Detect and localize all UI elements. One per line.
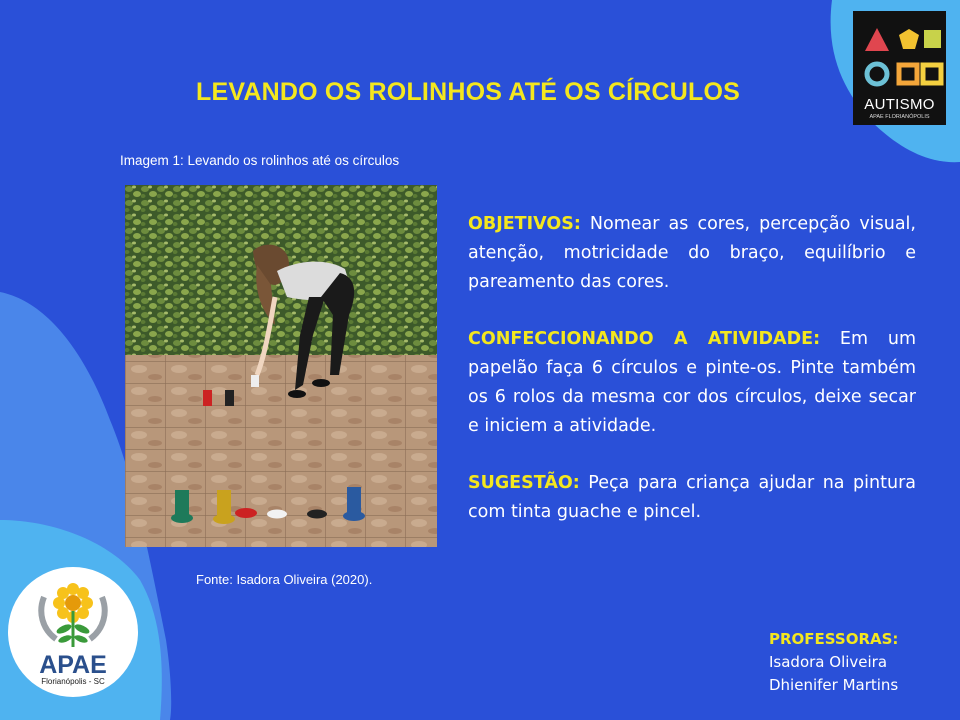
teachers-block — [769, 628, 898, 697]
apae-logo-sub: Florianópolis - SC — [41, 677, 105, 686]
autism-logo-word: AUTISMO — [864, 96, 935, 113]
apae-logo-word: APAE — [39, 651, 107, 679]
objectives-label: OBJETIVOS: — [468, 214, 581, 234]
autism-shapes-icon — [853, 11, 946, 96]
making-text: Em um papelão faça 6 círculos e pinte-os. Pinte também os 6 rolos da mesma cor dos círculos, deixe secar e iniciem a atividade. — [468, 329, 916, 436]
apae-logo — [8, 567, 138, 697]
autism-logo — [853, 11, 946, 125]
teacher-name: Dhienifer Martins — [769, 676, 899, 694]
activity-photo — [125, 185, 437, 547]
teachers-heading: PROFESSORAS: — [769, 630, 899, 648]
activity-description — [468, 210, 916, 555]
suggestion-paragraph — [468, 469, 916, 527]
making-paragraph — [468, 325, 916, 441]
image-caption: Imagem 1: Levando os rolinhos até os círculos — [120, 153, 400, 168]
teacher-name: Isadora Oliveira — [769, 653, 888, 671]
image-source: Fonte: Isadora Oliveira (2020). — [196, 572, 373, 587]
apae-flower-icon — [8, 567, 138, 655]
suggestion-text: Peça para criança ajudar na pintura com tinta guache e pincel. — [468, 473, 916, 522]
objectives-text: Nomear as cores, percepção visual, atenção, motricidade do braço, equilíbrio e pareamento das cores. — [468, 214, 916, 292]
suggestion-label: SUGESTÃO: — [468, 473, 580, 493]
making-label: CONFECCIONANDO A ATIVIDADE: — [468, 329, 821, 349]
objectives-paragraph — [468, 210, 916, 297]
autism-logo-sub: APAE FLORIANÓPOLIS — [869, 114, 930, 120]
slide-title: LEVANDO OS ROLINHOS ATÉ OS CÍRCULOS — [195, 78, 741, 106]
